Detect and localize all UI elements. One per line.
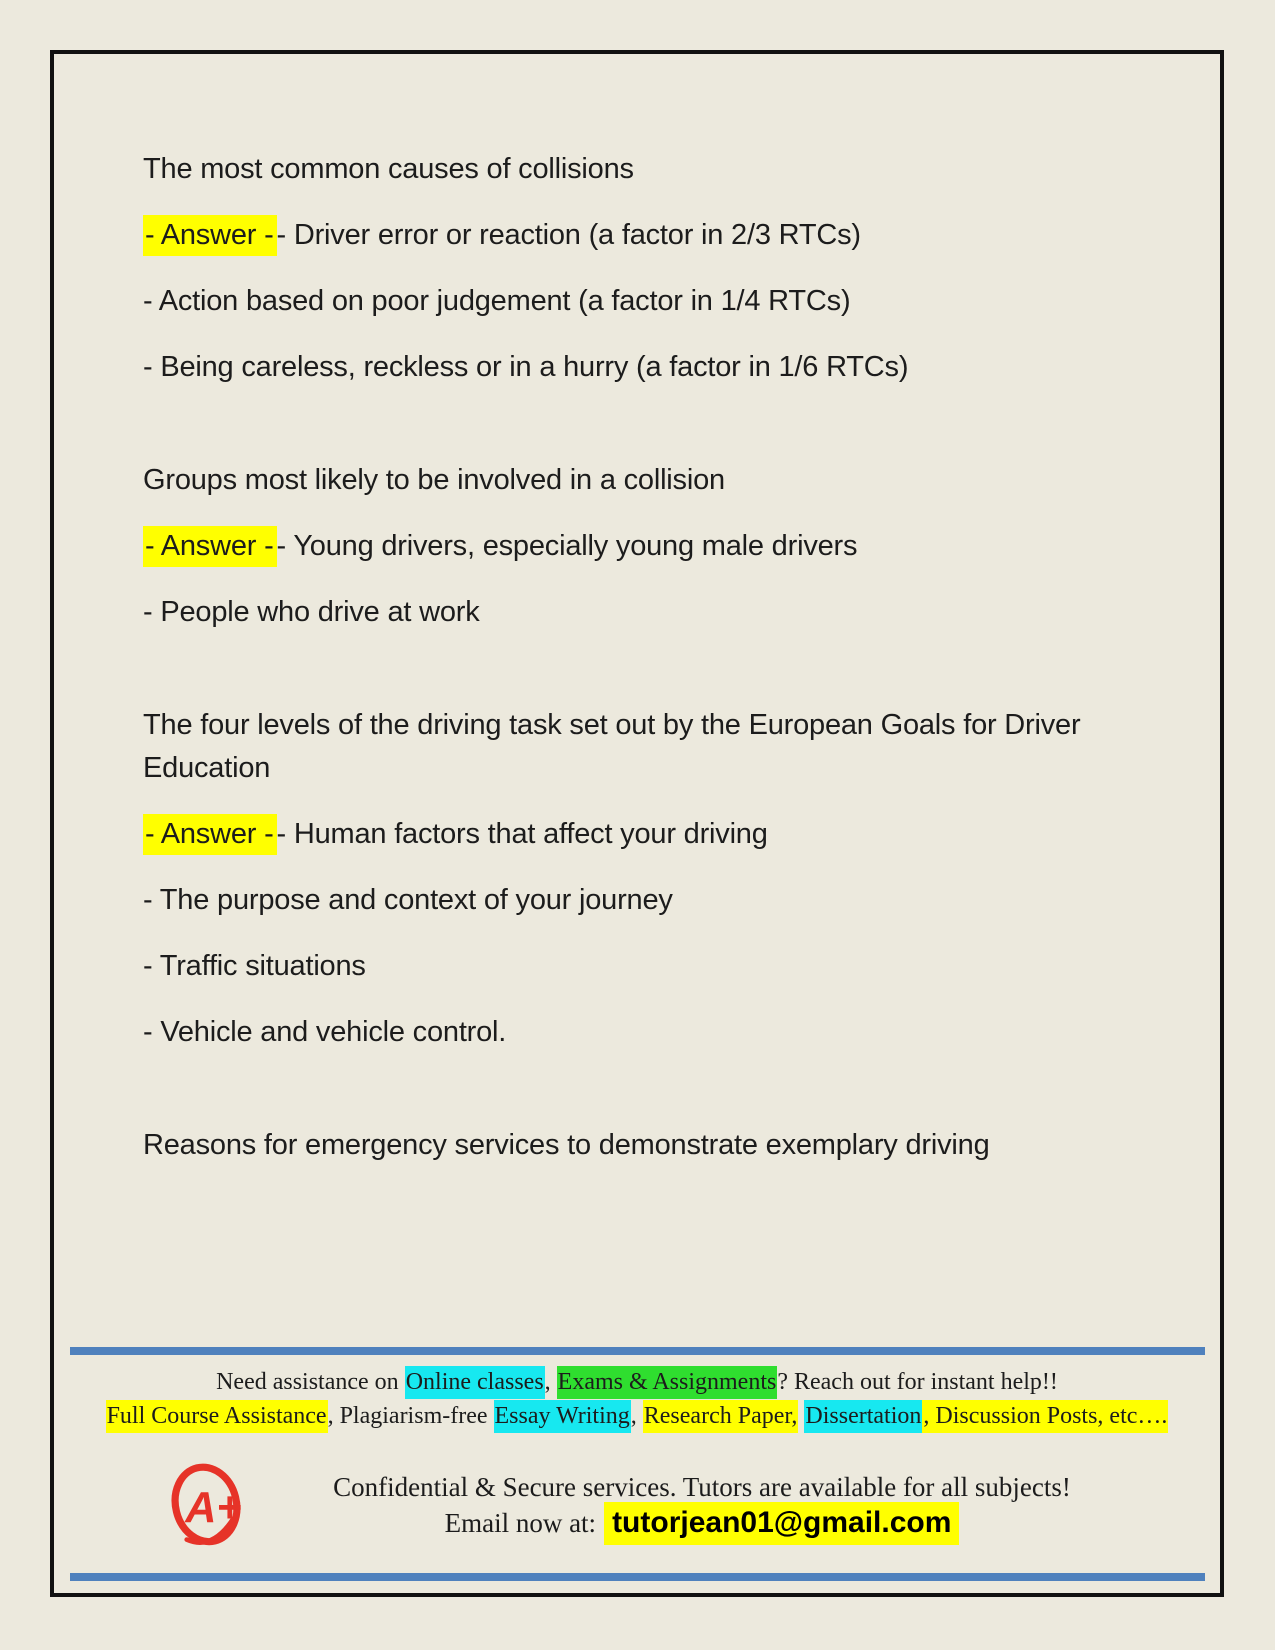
qa-section <box>143 459 1218 634</box>
highlighted-text: Essay Writing <box>494 1400 631 1433</box>
divider-top <box>70 1347 1205 1355</box>
answer-line: - Action based on poor judgement (a factor in 1/4 RTCs) <box>143 285 851 317</box>
answer-line: - Answer - - Young drivers, especially young male drivers <box>143 525 1218 568</box>
qa-content <box>143 148 1218 1237</box>
answer-line: - Traffic situations <box>143 950 366 982</box>
question-text: The most common causes of collisions <box>143 153 634 185</box>
footer-ad-line1 <box>54 1366 1220 1398</box>
highlighted-text: Exams & Assignments <box>557 1366 778 1399</box>
footer-ad-line2 <box>54 1400 1220 1432</box>
highlighted-text: Research Paper, <box>643 1400 799 1433</box>
email-label: Email now at: <box>444 1508 597 1538</box>
highlighted-text: Full Course Assistance <box>106 1400 328 1433</box>
highlighted-text: , Discussion Posts, etc…. <box>922 1400 1168 1433</box>
question-text: Reasons for emergency services to demonstrate exemplary driving <box>143 1129 990 1161</box>
highlighted-text: Online classes <box>405 1366 545 1399</box>
answer-line: - Answer - - Driver error or reaction (a factor in 2/3 RTCs) <box>143 214 1218 257</box>
plain-text: , Plagiarism-free <box>327 1403 494 1429</box>
plain-text: ? Reach out for instant help!! <box>777 1369 1058 1395</box>
question-text: Groups most likely to be involved in a collision <box>143 464 725 496</box>
question-text: The four levels of the driving task set out by the European Goals for Driver Education <box>143 709 1081 784</box>
answer-line: - Answer - - Human factors that affect your driving <box>143 813 1218 856</box>
email-address: tutorjean01@gmail.com <box>604 1502 959 1545</box>
answer-line: - The purpose and context of your journey <box>143 884 673 916</box>
answer-highlight: - Answer - <box>143 215 277 256</box>
footer-secure-text: Confidential & Secure services. Tutors are available for all subjects! <box>333 1472 1071 1502</box>
divider-bottom <box>70 1573 1205 1581</box>
qa-section <box>143 704 1218 1054</box>
qa-section <box>143 1124 1218 1167</box>
footer-email-line <box>204 1506 1200 1540</box>
plain-text: Need assistance on <box>216 1369 405 1395</box>
answer-highlight: - Answer - <box>143 526 277 567</box>
answer-line: - Being careless, reckless or in a hurry (a factor in 1/6 RTCs) <box>143 351 909 383</box>
answer-line: - People who drive at work <box>143 596 480 628</box>
svg-text:A+: A+ <box>185 1484 242 1532</box>
plain-text: , <box>544 1369 557 1395</box>
highlighted-text: Dissertation <box>804 1400 922 1433</box>
plain-text: , <box>630 1403 643 1429</box>
document-page <box>50 50 1224 1597</box>
answer-line: - Vehicle and vehicle control. <box>143 1016 507 1048</box>
answer-highlight: - Answer - <box>143 814 277 855</box>
qa-section <box>143 148 1218 389</box>
